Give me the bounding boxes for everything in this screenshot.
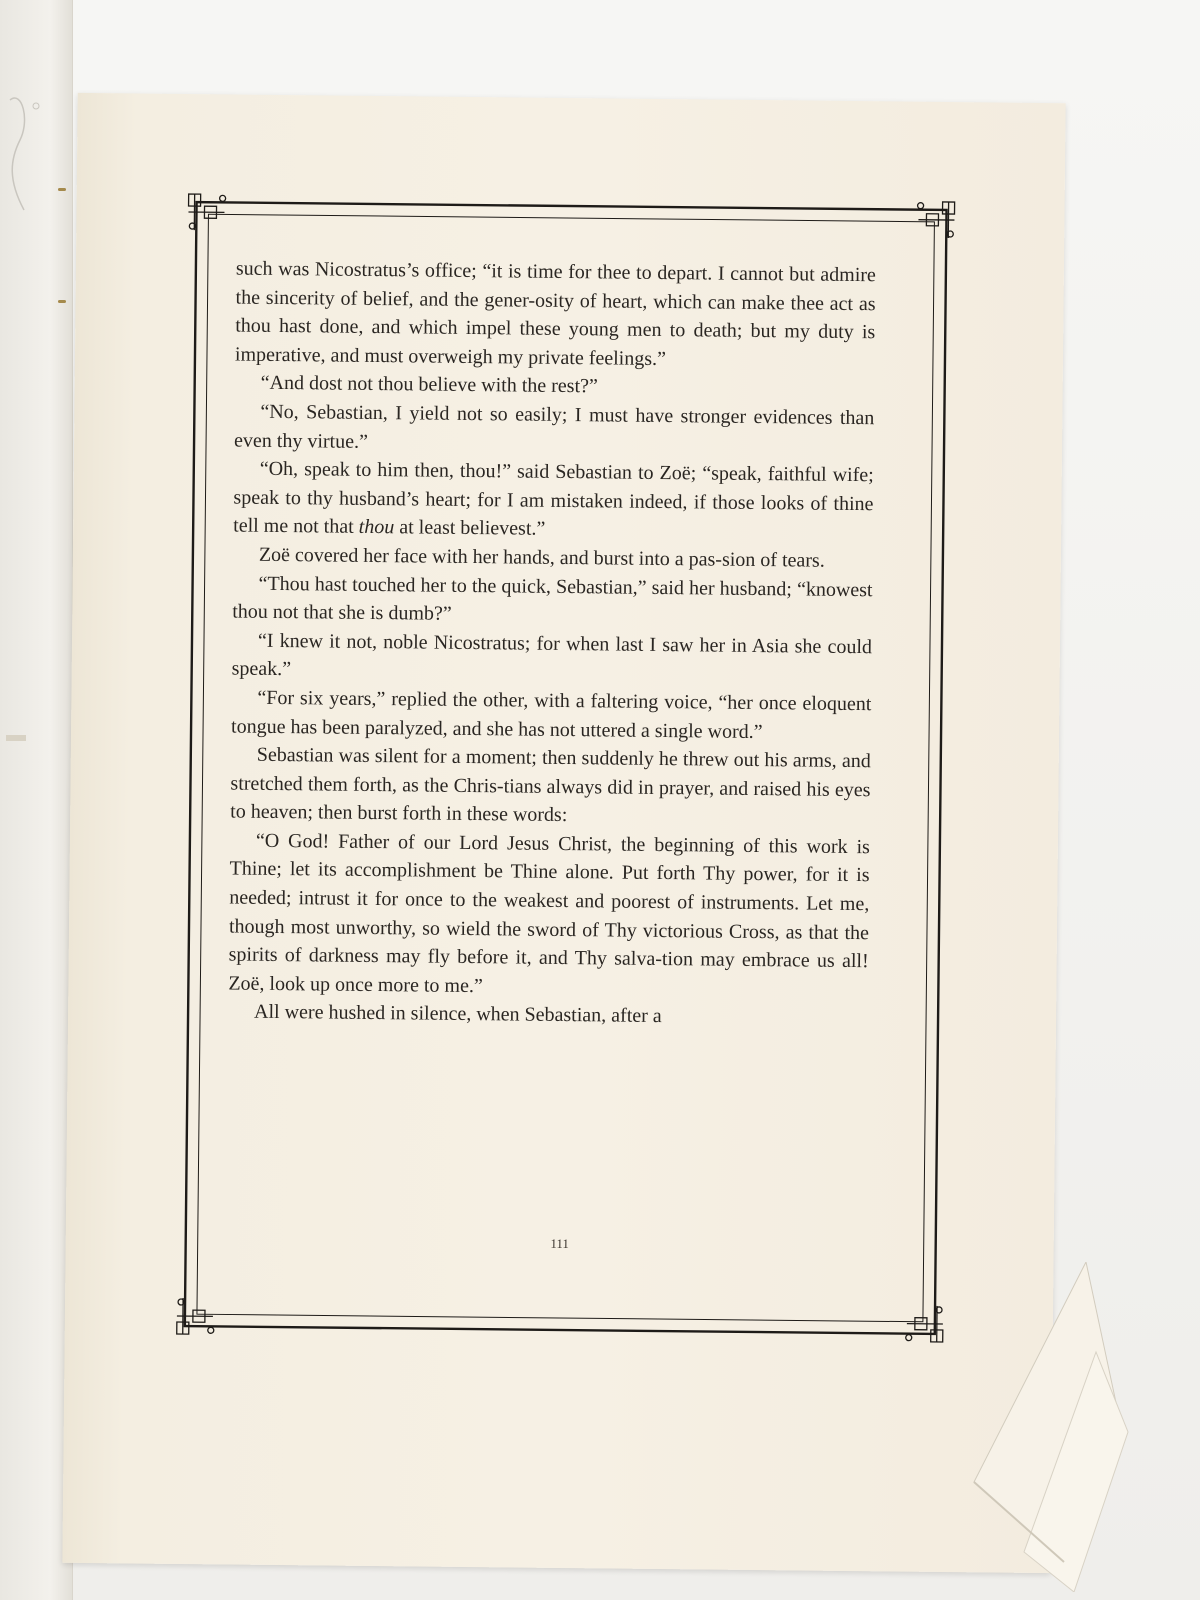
italic-text: thou: [358, 516, 395, 539]
paragraph-text: such was Nicostratus’s office; “it is time for thee to depart. I cannot but admire the sincerity of belief, and the gener-osity of heart, which can make thee act as thou hast done, and which impel these young men to death; but my duty is imperative, and must overweigh my private feelings.”: [234, 257, 876, 370]
corner-ornament-bottom-left: [177, 1298, 214, 1334]
paragraph-text: “For six years,” replied the other, with a faltering voice, “her once eloquent tongue has been paralyzed, and she has not uttered a single word.”: [230, 686, 872, 743]
paragraph-text: “And dost not thou believe with the rest?”: [260, 372, 598, 398]
binding-stitch: [58, 300, 66, 303]
corner-ornament-bottom-right: [906, 1306, 943, 1342]
paragraph: [234, 397, 875, 461]
paragraph: [230, 741, 871, 833]
faint-ornament: [0, 60, 72, 280]
book-page: [62, 93, 1065, 1573]
paragraph: [228, 826, 870, 1004]
paragraph: [231, 683, 872, 747]
paragraph-text: “O God! Father of our Lord Jesus Christ, the beginning of this work is Thine; let its accomplishment be Thine alone. Put forth Thy power, for it is needed; intrust it for once to the weakest and poorest of instruments. Let me, though most unworthy, so wield the sword of Thy victorious Cross, as that the spirits of darkness may fly before it, and Thy salva-tion may embrace us all! Zoë, look up once more to me.”: [228, 829, 870, 998]
torn-paper-corner: [968, 1262, 1168, 1592]
paragraph-text: “Thou hast touched her to the quick, Sebastian,” said her husband; “knowest thou not that she is dumb?”: [232, 572, 873, 625]
paragraph-text: at least believest.”: [394, 516, 546, 541]
paragraph-text: Sebastian was silent for a moment; then suddenly he threw out his arms, and stretched them forth, as the Chris-tians always did in prayer, and raised his eyes to heaven; then burst forth in these words:: [230, 743, 871, 827]
page-number: 111: [550, 1235, 570, 1252]
corner-ornament-top-right: [917, 202, 954, 238]
paragraph-text: “Oh, speak to him then, thou!” said Sebastian to Zoë; “speak, faithful wife; speak to thy husband’s heart; for I am mistaken indeed, if those looks of thine tell me not that: [233, 457, 874, 539]
paragraph: [232, 569, 873, 633]
previous-page-edge: [0, 0, 73, 1600]
paragraph: [232, 626, 873, 690]
paragraph: [235, 255, 876, 376]
paragraph-text: “I knew it not, noble Nicostratus; for when last I saw her in Asia she could speak.”: [231, 629, 873, 681]
paragraph: [233, 455, 874, 547]
body-text: [228, 255, 876, 1034]
corner-ornament-top-left: [188, 194, 225, 230]
paragraph-text: Zoë covered her face with her hands, and burst into a pas-sion of tears.: [258, 543, 825, 572]
paragraph-text: “No, Sebastian, I yield not so easily; I must have stronger evidences than even thy virtue.”: [233, 400, 875, 453]
paragraph-text: All were hushed in silence, when Sebastian, after a: [253, 1001, 662, 1028]
page-edge-mark: [6, 735, 26, 741]
